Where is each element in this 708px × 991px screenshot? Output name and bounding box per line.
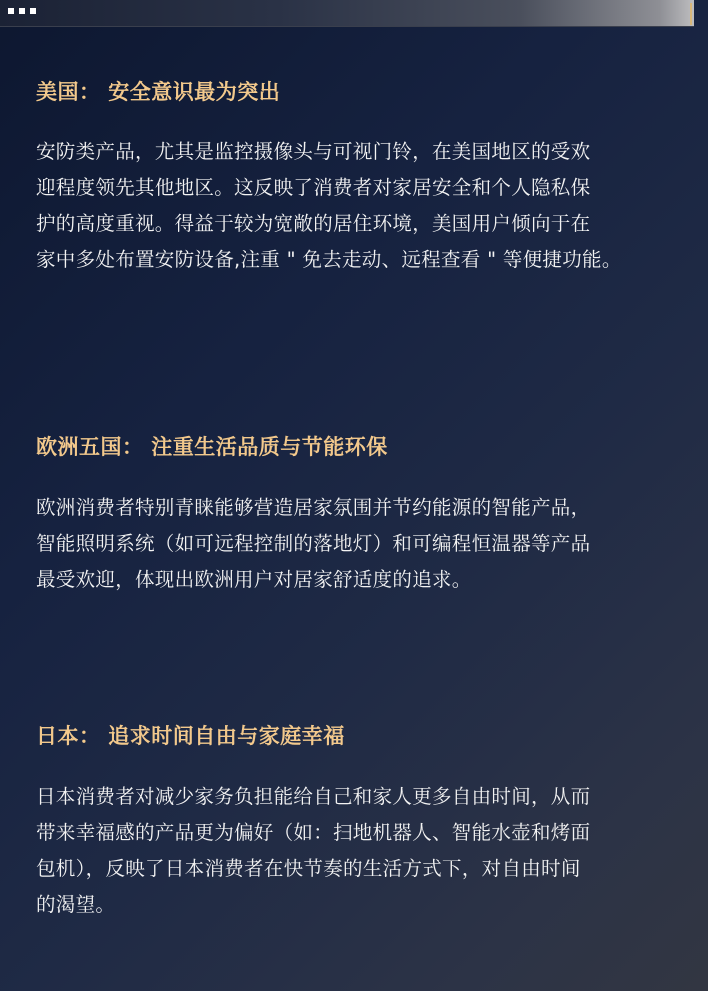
dot-icon bbox=[30, 8, 36, 14]
section-body bbox=[36, 490, 696, 598]
body-line: 家中多处布置安防设备,注重 " 免去走动、远程查看 " 等便捷功能。 bbox=[36, 248, 622, 271]
section-body bbox=[36, 134, 696, 278]
section-japan bbox=[36, 720, 696, 923]
section-body bbox=[36, 779, 696, 923]
section-heading: 美国： 安全意识最为突出 bbox=[36, 80, 281, 104]
accent-line bbox=[690, 3, 692, 25]
dot-icon bbox=[19, 8, 25, 14]
section-heading: 日本： 追求时间自由与家庭幸福 bbox=[36, 724, 345, 748]
section-usa bbox=[36, 76, 696, 278]
top-bar bbox=[0, 0, 694, 27]
body-line: 日本消费者对减少家务负担能给自己和家人更多自由时间，从而 bbox=[36, 785, 591, 808]
body-line: 智能照明系统（如可远程控制的落地灯）和可编程恒温器等产品 bbox=[36, 532, 591, 555]
body-line: 迎程度领先其他地区。这反映了消费者对家居安全和个人隐私保 bbox=[36, 176, 591, 199]
body-line: 安防类产品，尤其是监控摄像头与可视门铃，在美国地区的受欢 bbox=[36, 140, 591, 163]
body-line: 最受欢迎，体现出欧洲用户对居家舒适度的追求。 bbox=[36, 568, 472, 591]
body-line: 护的高度重视。得益于较为宽敞的居住环境，美国用户倾向于在 bbox=[36, 212, 591, 235]
body-line: 包机），反映了日本消费者在快节奏的生活方式下，对自由时间 bbox=[36, 857, 581, 880]
section-heading: 欧洲五国： 注重生活品质与节能环保 bbox=[36, 435, 388, 459]
dot-icon bbox=[8, 8, 14, 14]
section-europe bbox=[36, 431, 696, 598]
body-line: 带来幸福感的产品更为偏好（如：扫地机器人、智能水壶和烤面 bbox=[36, 821, 591, 844]
body-line: 的渴望。 bbox=[36, 893, 116, 916]
menu-dots-icon bbox=[8, 8, 36, 14]
body-line: 欧洲消费者特别青睐能够营造居家氛围并节约能源的智能产品， bbox=[36, 496, 591, 519]
